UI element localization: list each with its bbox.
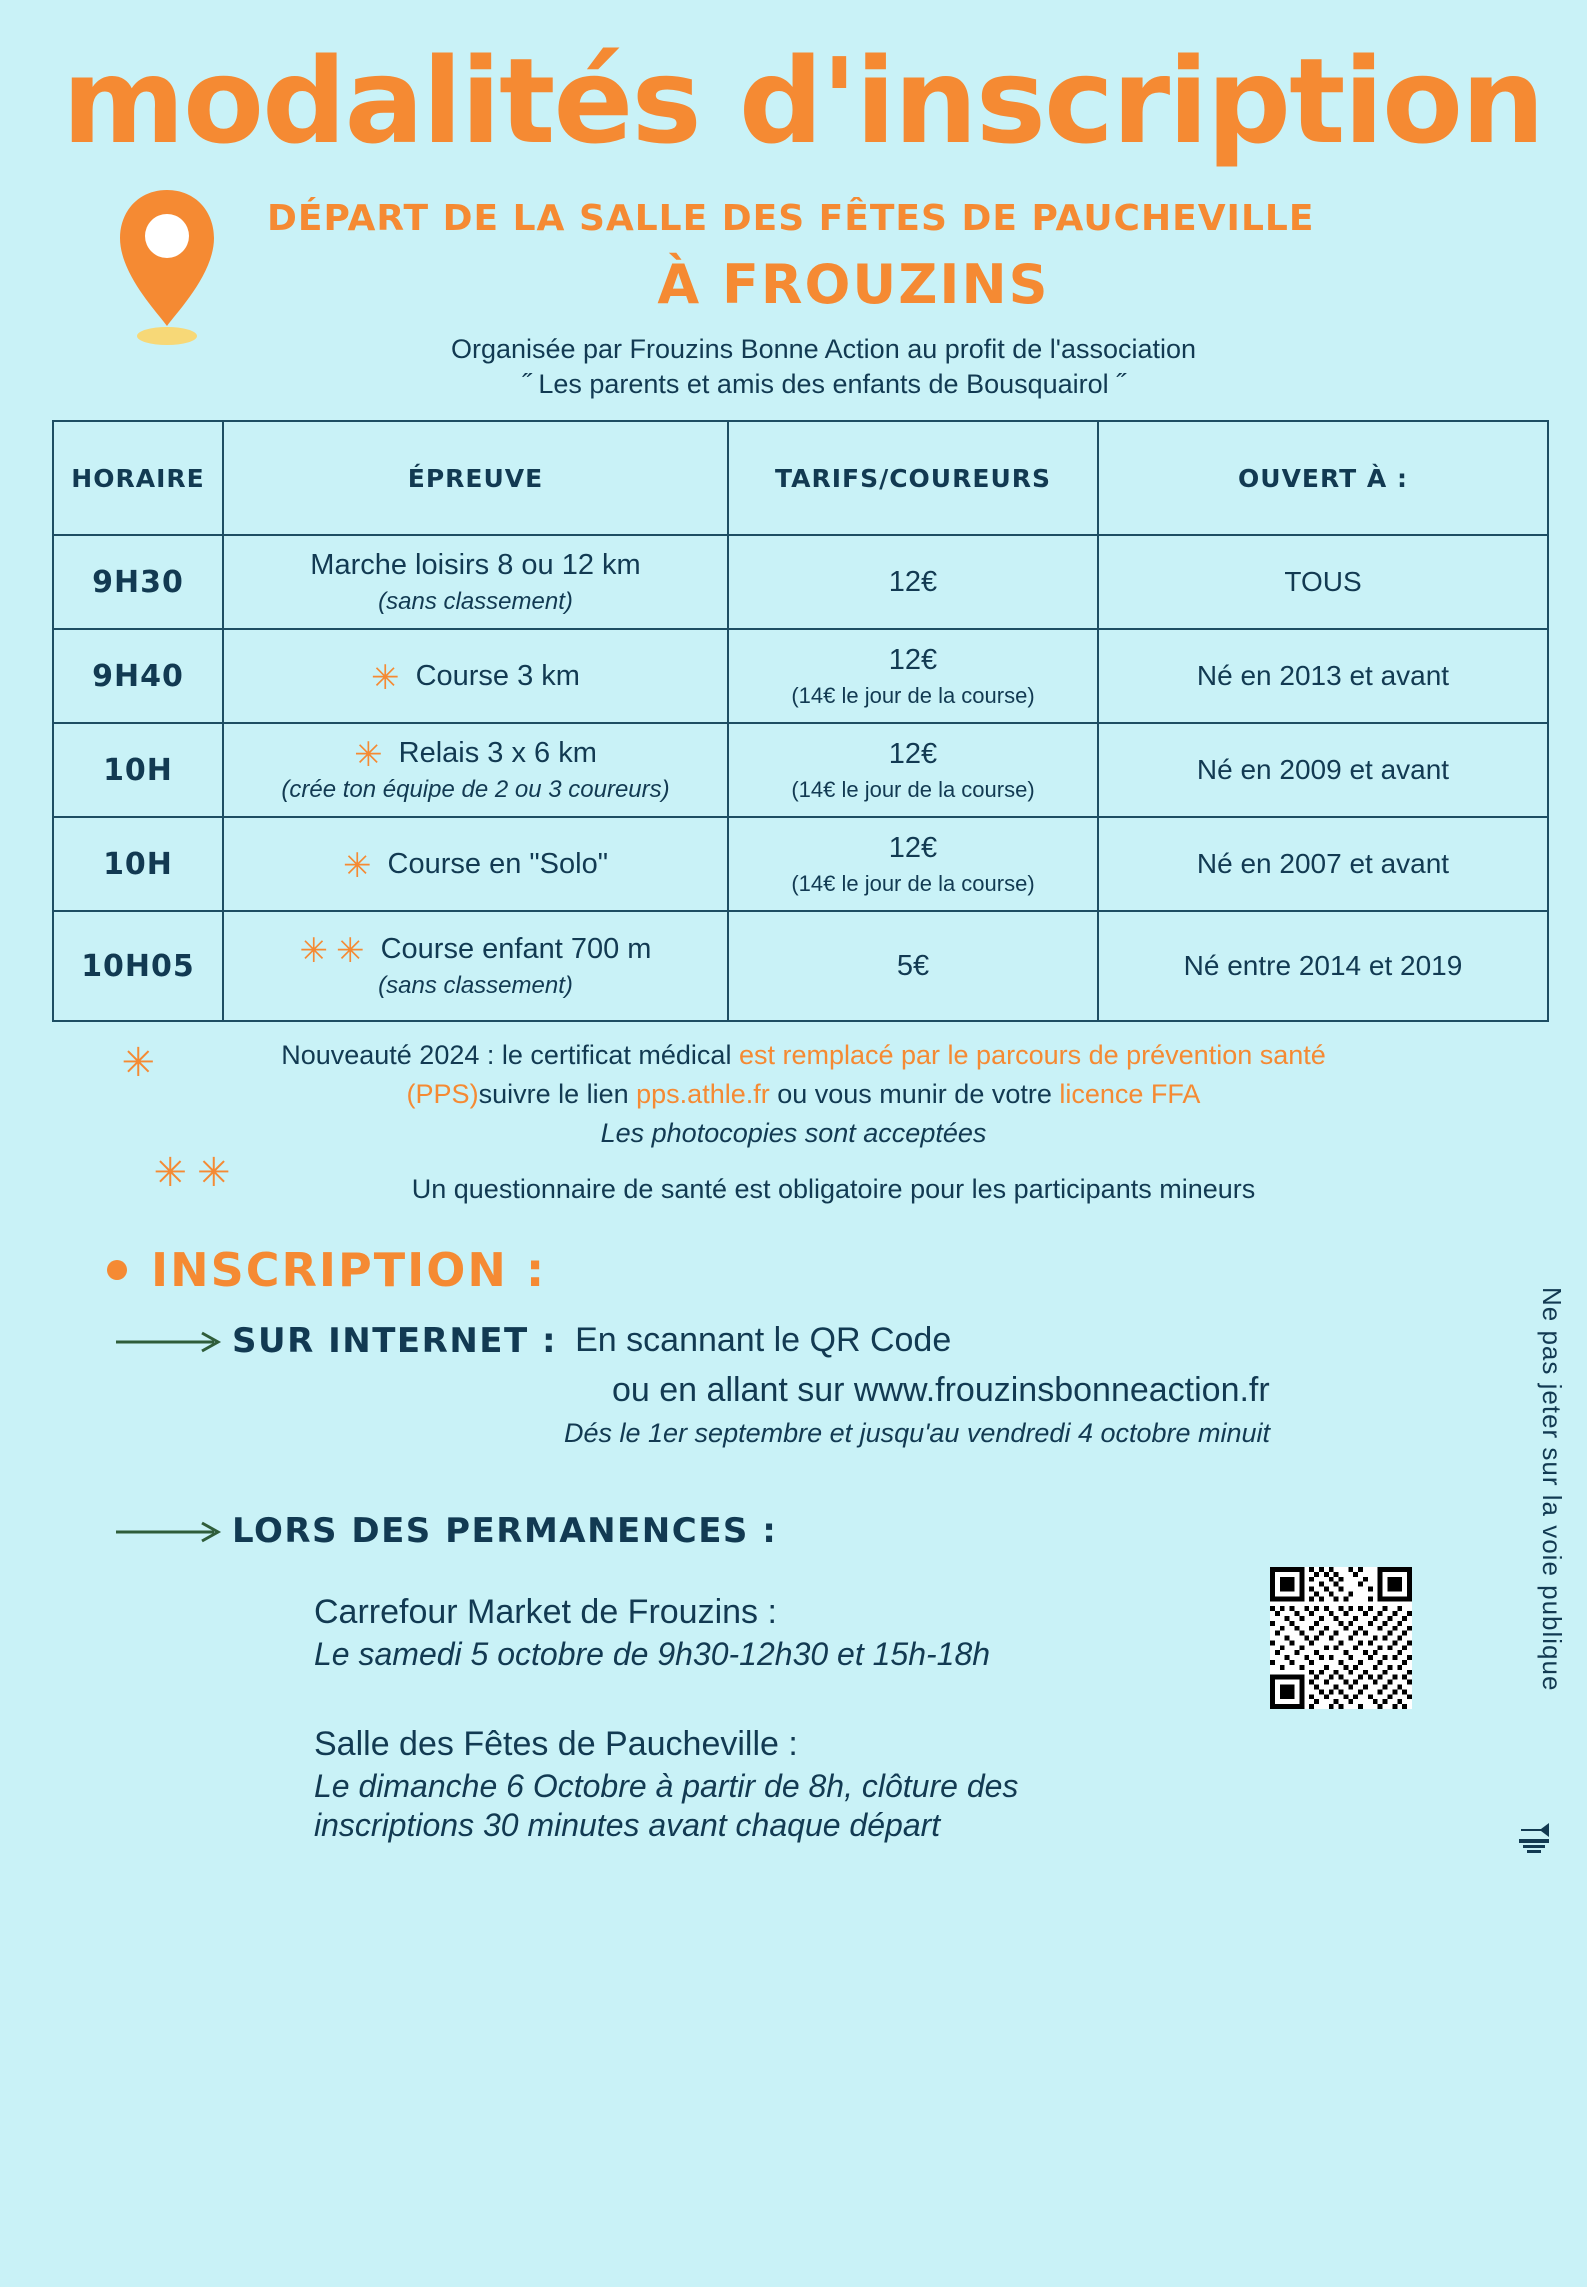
bullet-icon	[107, 1260, 127, 1280]
cell-horaire: 10H05	[53, 911, 223, 1021]
col-header-horaire: HORAIRE	[53, 421, 223, 535]
table-row	[53, 629, 1548, 723]
tarif-note: (14€ le jour de la course)	[791, 777, 1035, 803]
tarif-value: 12€	[888, 832, 938, 865]
permanence-hours: Le samedi 5 octobre de 9h30-12h30 et 15h-18h	[314, 1635, 991, 1672]
table-row	[53, 817, 1548, 911]
tarif-value: 12€	[888, 565, 938, 598]
cell-tarif	[728, 723, 1098, 817]
cell-horaire: 9H30	[53, 535, 223, 629]
note1-part-d: suivre le lien	[478, 1079, 637, 1110]
epreuve-note: (crée ton équipe de 2 ou 3 coureurs)	[281, 775, 670, 803]
table-row	[53, 535, 1548, 629]
website-line[interactable]: ou en allant sur www.frouzinsbonneaction.fr	[612, 1370, 1270, 1409]
permanence-title: Salle des Fêtes de Paucheville :	[314, 1724, 798, 1763]
cell-tarif	[728, 911, 1098, 1021]
subtitle-line2: À FROUZINS	[657, 253, 1050, 316]
col-header-tarifs: TARIFS/COUREURS	[728, 421, 1098, 535]
permanence-hours-line1: Le dimanche 6 Octobre à partir de 8h, clôture des	[314, 1767, 1019, 1804]
epreuve-note: (sans classement)	[378, 971, 573, 999]
epreuve-note: (sans classement)	[378, 587, 573, 615]
tarif-note: (14€ le jour de la course)	[791, 683, 1035, 709]
pps-link[interactable]: pps.athle.fr	[636, 1079, 770, 1110]
asterisk-icon: ✳	[121, 1041, 156, 1086]
cell-epreuve	[223, 817, 728, 911]
arrow-icon	[114, 1328, 232, 1354]
tarif-value: 5€	[896, 949, 930, 982]
permanences-row	[114, 1511, 1535, 1551]
note-medical	[84, 1036, 1504, 1114]
cell-epreuve	[223, 535, 728, 629]
notes-block	[84, 1036, 1504, 1209]
tarif-value: 12€	[888, 644, 938, 677]
cell-ouvert: Né en 2007 et avant	[1098, 817, 1548, 911]
epreuve-label: Marche loisirs 8 ou 12 km	[310, 549, 641, 582]
internet-row	[114, 1321, 1535, 1361]
cell-tarif	[728, 629, 1098, 723]
asterisk-icon: ✳	[336, 932, 365, 971]
epreuve-label: Relais 3 x 6 km	[398, 737, 597, 770]
page-title: modalités d'inscription	[62, 32, 1544, 170]
cell-ouvert: Né en 2009 et avant	[1098, 723, 1548, 817]
cell-horaire: 10H	[53, 723, 223, 817]
organizer-line-1: Organisée par Frouzins Bonne Action au profit de l'association	[450, 334, 1197, 364]
organizer-line-2: ˝ Les parents et amis des enfants de Bousquairol ˝	[521, 369, 1126, 400]
cell-ouvert: Né entre 2014 et 2019	[1098, 911, 1548, 1021]
epreuve-label: Course 3 km	[415, 659, 580, 692]
tarif-note: (14€ le jour de la course)	[791, 871, 1035, 897]
map-pin-icon	[112, 186, 222, 346]
permanence-hours-line2: inscriptions 30 minutes avant chaque départ	[314, 1806, 941, 1843]
asterisk-icon: ✳	[371, 658, 400, 697]
table-header-row	[53, 421, 1548, 535]
subtitle-block	[52, 176, 1535, 402]
permanence-salle	[314, 1725, 1535, 1844]
asterisk-icon: ✳	[342, 846, 372, 885]
table-row	[53, 723, 1548, 817]
inscription-heading	[107, 1243, 1535, 1297]
cell-ouvert: Né en 2013 et avant	[1098, 629, 1548, 723]
qr-code[interactable]	[1270, 1567, 1412, 1709]
internet-text: En scannant le QR Code	[575, 1321, 952, 1360]
col-header-epreuve: ÉPREUVE	[223, 421, 728, 535]
double-asterisk-icon: ✳✳	[153, 1151, 241, 1196]
epreuve-label: Course en "Solo"	[387, 847, 609, 880]
cell-ouvert: TOUS	[1098, 535, 1548, 629]
do-not-litter-text: Ne pas jeter sur la voie publique	[1537, 1287, 1567, 1692]
internet-label: SUR INTERNET :	[232, 1320, 558, 1361]
cell-epreuve	[223, 911, 728, 1021]
asterisk-icon: ✳	[299, 932, 329, 971]
col-header-ouvert: OUVERT À :	[1098, 421, 1548, 535]
note1-part-a: Nouveauté 2024 : le certificat médical	[281, 1040, 739, 1071]
subtitle-line1: DÉPART DE LA SALLE DES FÊTES DE PAUCHEVILLE	[267, 198, 1315, 239]
cell-horaire: 10H	[53, 817, 223, 911]
cell-epreuve	[223, 723, 728, 817]
cell-epreuve	[223, 629, 728, 723]
cell-horaire: 9H40	[53, 629, 223, 723]
arrow-icon	[114, 1518, 232, 1544]
organizer-line	[52, 332, 1535, 402]
table-row	[53, 911, 1548, 1021]
inscription-heading-label: INSCRIPTION :	[151, 1242, 547, 1297]
registration-dates: Dés le 1er septembre et jusqu'au vendredi 4 octobre minuit	[564, 1417, 1271, 1448]
note-photocopies: Les photocopies sont acceptées	[600, 1118, 987, 1149]
asterisk-icon: ✳	[354, 736, 383, 775]
poster-page	[0, 32, 1587, 2287]
note1-part-c: (PPS)	[406, 1079, 479, 1110]
note1-part-b: est remplacé par le parcours de prévention santé	[738, 1040, 1326, 1071]
permanences-label: LORS DES PERMANENCES :	[232, 1510, 778, 1551]
note1-part-g: licence FFA	[1059, 1079, 1201, 1110]
no-littering-icon	[1513, 1817, 1565, 1861]
schedule-table	[52, 420, 1549, 1022]
permanence-title: Carrefour Market de Frouzins :	[314, 1592, 777, 1631]
note1-part-f: ou vous munir de votre	[769, 1079, 1060, 1110]
cell-tarif	[728, 817, 1098, 911]
cell-tarif	[728, 535, 1098, 629]
tarif-value: 12€	[888, 738, 938, 771]
epreuve-label: Course enfant 700 m	[380, 933, 652, 966]
note-questionnaire: Un questionnaire de santé est obligatoire pour les participants mineurs	[411, 1173, 1256, 1204]
